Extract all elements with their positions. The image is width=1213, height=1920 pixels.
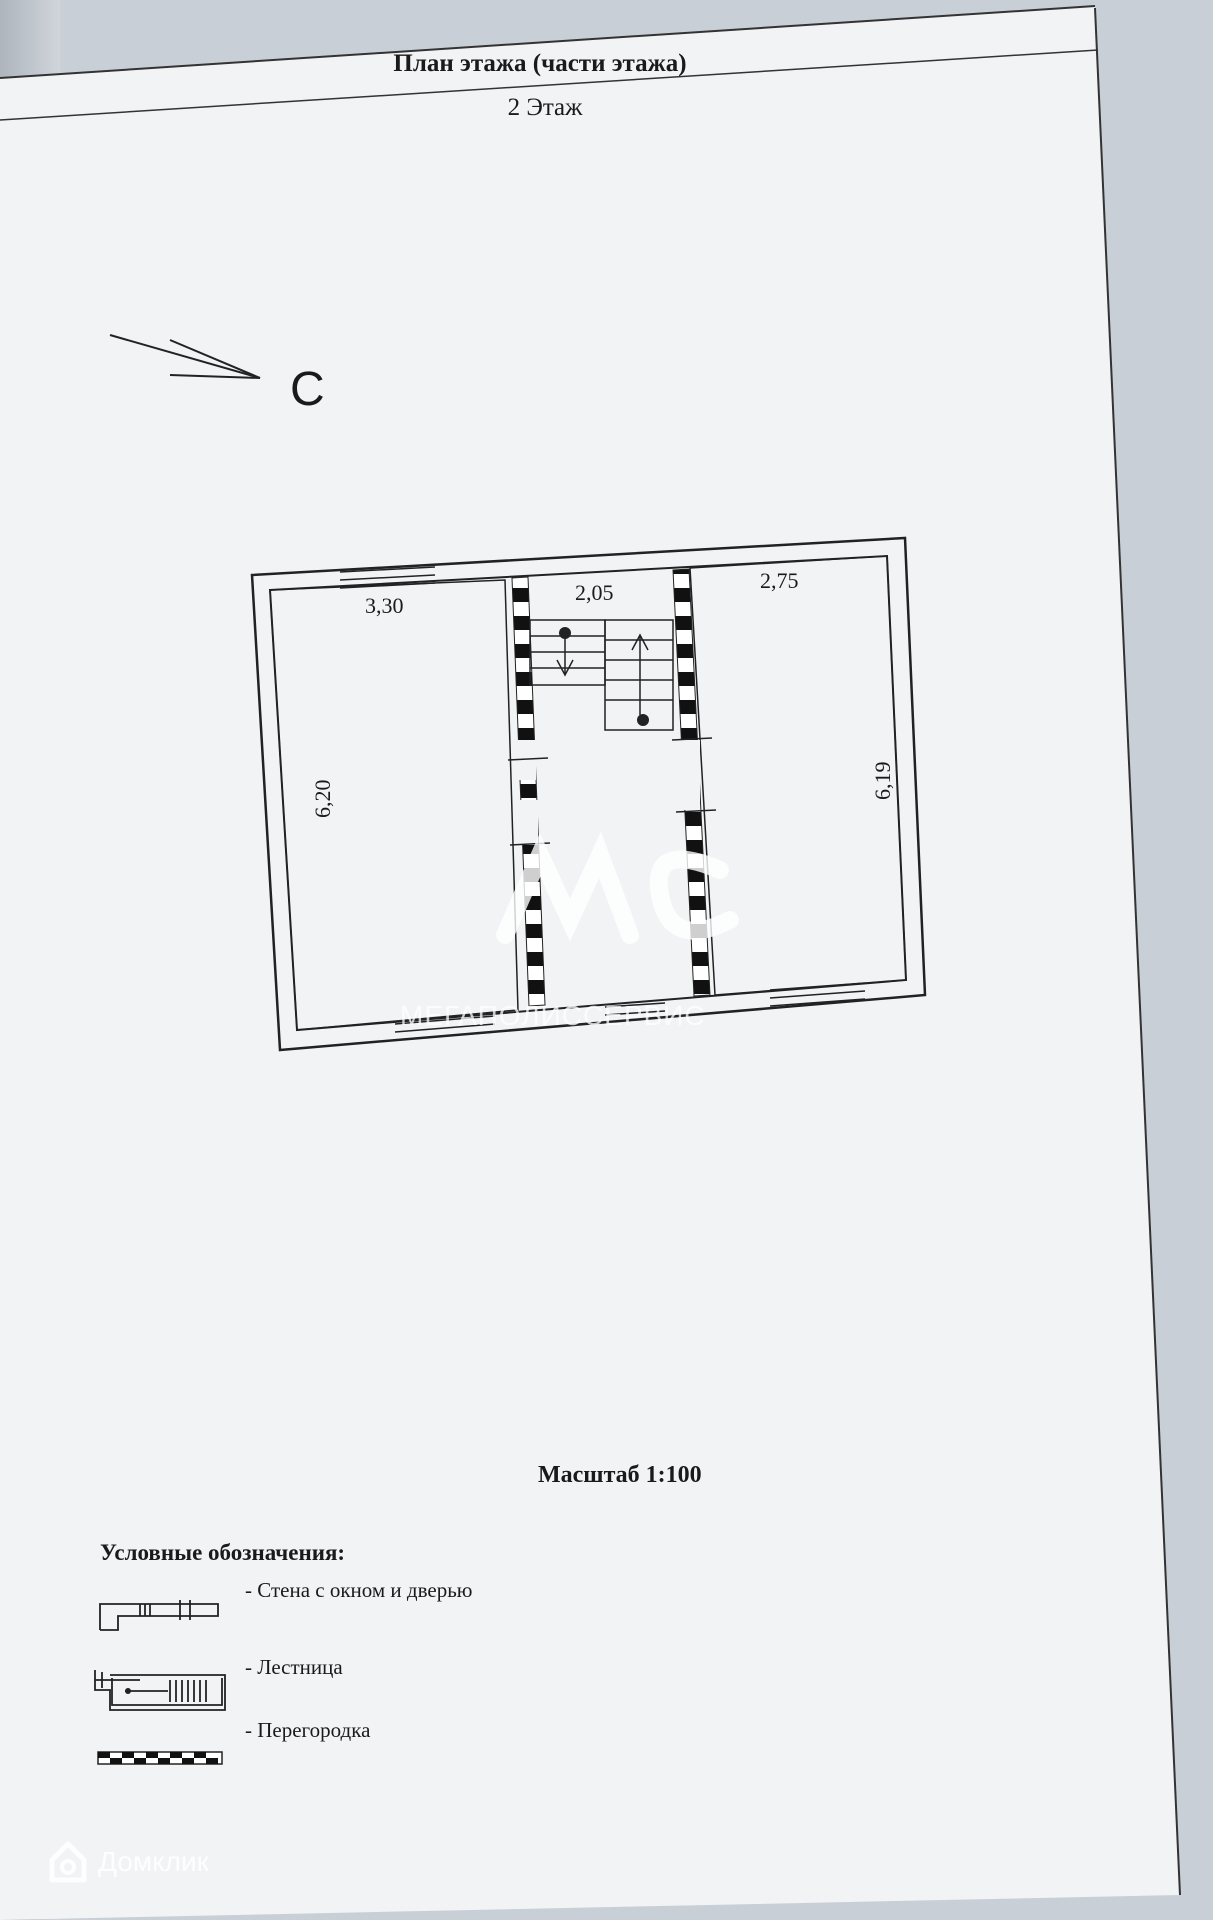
partition-left xyxy=(512,577,545,1006)
dim-right-room-width: 2,75 xyxy=(760,568,799,593)
dim-left-room-width: 3,30 xyxy=(365,593,404,618)
left-room xyxy=(270,580,518,1030)
north-label: С xyxy=(290,363,325,416)
legend-item-wall: - Стена с окном и дверью xyxy=(245,1578,473,1602)
watermark-text: МЕГАПОЛИССЕРВИС xyxy=(400,1000,706,1031)
dim-left-room-length: 6,20 xyxy=(310,779,335,818)
source-badge xyxy=(48,1840,209,1884)
stairs-drawing xyxy=(530,620,673,730)
dim-right-room-length: 6,19 xyxy=(870,761,895,800)
plan-title: План этажа (части этажа) xyxy=(393,50,687,77)
legend-item-partition: - Перегородка xyxy=(245,1718,371,1742)
house-icon xyxy=(48,1840,88,1884)
scale-label: Масштаб 1:100 xyxy=(538,1462,702,1488)
badge-text: Домклик xyxy=(98,1846,209,1877)
outer-wall xyxy=(252,538,925,1050)
dim-middle-width: 2,05 xyxy=(575,580,614,605)
floor-label: 2 Этаж xyxy=(507,94,583,121)
legend-item-stairs: - Лестница xyxy=(245,1655,343,1679)
legend-title: Условные обозначения: xyxy=(100,1540,346,1565)
inner-wall xyxy=(270,556,906,1030)
